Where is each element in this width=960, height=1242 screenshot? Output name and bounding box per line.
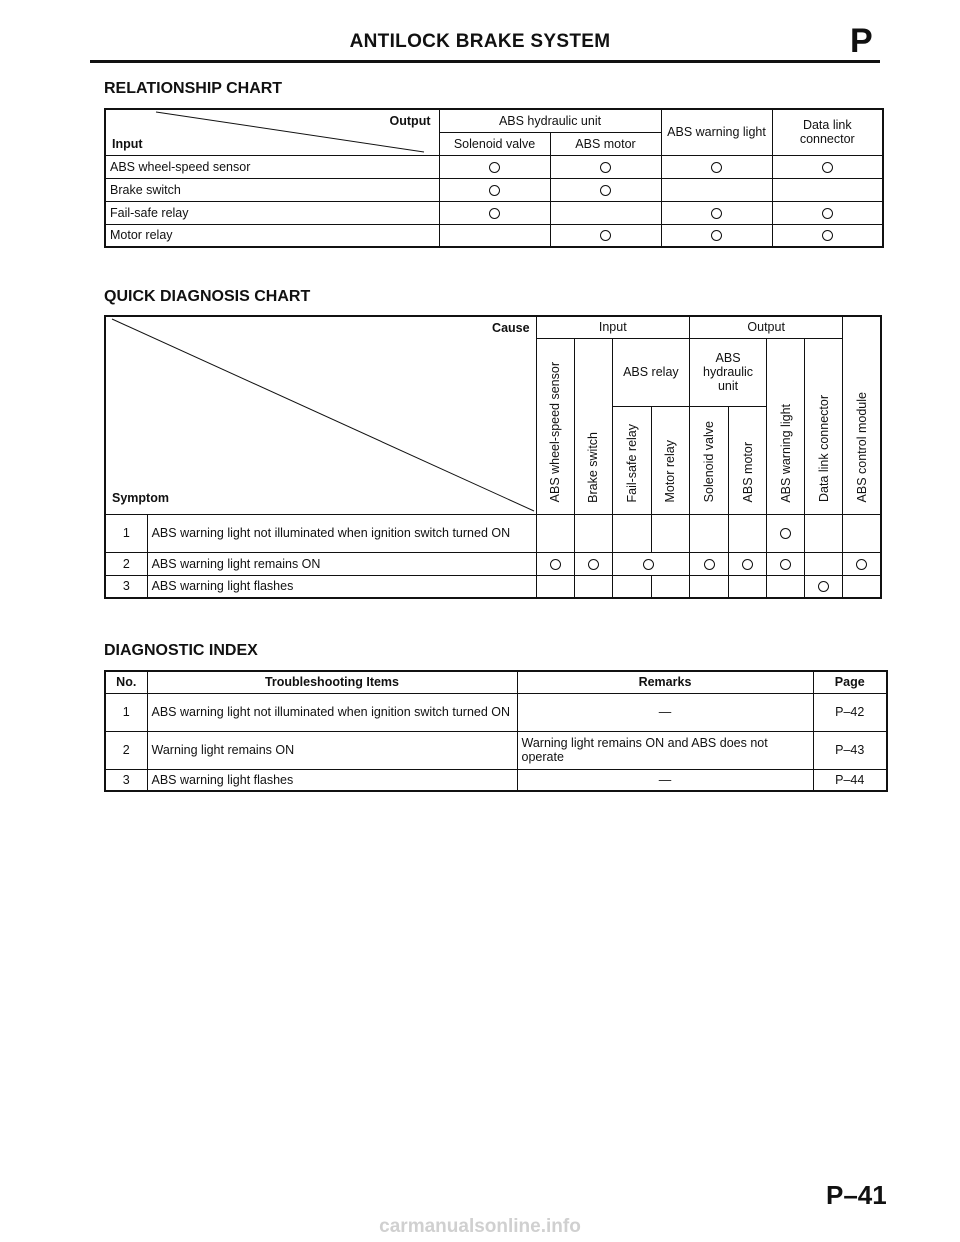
solenoid-valve-header: Solenoid valve — [439, 132, 550, 155]
mark-circle — [600, 162, 611, 173]
corner-input-label: Input — [112, 137, 143, 151]
diagnostic-index-table — [104, 670, 888, 792]
mark-circle — [600, 185, 611, 196]
col-solenoid-valve: Solenoid valve — [689, 406, 728, 514]
corner-cause-label: Cause — [492, 321, 530, 335]
col-fail-safe-relay: Fail-safe relay — [612, 406, 651, 514]
mark-circle — [780, 528, 791, 539]
mark-circle — [822, 230, 833, 241]
header-remarks: Remarks — [517, 671, 813, 693]
row-page-link[interactable]: P–42 — [813, 693, 887, 731]
mark-circle — [822, 162, 833, 173]
table-row — [105, 201, 883, 224]
row-item: Warning light remains ON — [147, 731, 517, 769]
row-page-link[interactable]: P–43 — [813, 731, 887, 769]
mark-circle — [711, 162, 722, 173]
table-row — [105, 514, 881, 552]
page-number: P–41 — [826, 1180, 887, 1210]
corner-symptom-label: Symptom — [112, 491, 169, 505]
row-number: 2 — [105, 552, 147, 575]
output-group-header: Output — [689, 316, 842, 338]
header-items: Troubleshooting Items — [147, 671, 517, 693]
row-symptom: ABS warning light not illuminated when ignition switch turned ON — [147, 514, 536, 552]
col-abs-motor: ABS motor — [729, 406, 767, 514]
corner-diagonal — [106, 317, 536, 515]
table-row — [105, 693, 887, 731]
col-wheel-speed-sensor: ABS wheel-speed sensor — [536, 338, 574, 514]
mark-circle — [780, 559, 791, 570]
mark-circle — [711, 208, 722, 219]
mark-circle — [822, 208, 833, 219]
warning-light-header: ABS warning light — [661, 109, 772, 155]
input-group-header: Input — [536, 316, 689, 338]
header-no: No. — [105, 671, 147, 693]
row-page-link[interactable]: P–44 — [813, 769, 887, 791]
row-symptom: ABS warning light flashes — [147, 575, 536, 598]
col-brake-switch: Brake switch — [574, 338, 612, 514]
col-data-link-connector: Data link connector — [805, 338, 843, 514]
mark-circle — [818, 581, 829, 592]
hydraulic-unit-header: ABS hydraulic unit — [439, 109, 661, 132]
abs-relay-header: ABS relay — [612, 338, 689, 406]
mark-circle — [711, 230, 722, 241]
diagnostic-index-title: DIAGNOSTIC INDEX — [104, 642, 258, 659]
mark-circle — [489, 162, 500, 173]
quick-corner-cell — [105, 316, 536, 514]
abs-motor-header: ABS motor — [550, 132, 661, 155]
row-number: 1 — [105, 514, 147, 552]
table-row — [105, 575, 881, 598]
table-row — [105, 224, 883, 247]
row-number: 3 — [105, 769, 147, 791]
mark-circle — [489, 208, 500, 219]
mark-circle — [643, 559, 654, 570]
quick-diagnosis-title: QUICK DIAGNOSIS CHART — [104, 288, 311, 305]
row-symptom: ABS warning light remains ON — [147, 552, 536, 575]
table-row — [105, 731, 887, 769]
mark-circle — [742, 559, 753, 570]
row-number: 2 — [105, 731, 147, 769]
row-item: ABS warning light not illuminated when ignition switch turned ON — [147, 693, 517, 731]
data-link-header: Data link connector — [772, 109, 883, 155]
relationship-chart-title: RELATIONSHIP CHART — [104, 80, 283, 97]
row-label: ABS wheel-speed sensor — [105, 155, 439, 178]
header-rule — [90, 60, 880, 63]
table-row — [105, 155, 883, 178]
mark-circle — [600, 230, 611, 241]
row-remarks: Warning light remains ON and ABS does not operate — [517, 731, 813, 769]
row-number: 1 — [105, 693, 147, 731]
mark-circle — [489, 185, 500, 196]
page-title: ANTILOCK BRAKE SYSTEM — [349, 31, 611, 52]
col-abs-control-module: ABS control module — [843, 316, 881, 514]
hydraulic-unit-header: ABS hydraulic unit — [689, 338, 766, 406]
row-item: ABS warning light flashes — [147, 769, 517, 791]
row-remarks: — — [517, 693, 813, 731]
table-row — [105, 552, 881, 575]
mark-circle — [856, 559, 867, 570]
col-motor-relay: Motor relay — [651, 406, 689, 514]
mark-circle — [550, 559, 561, 570]
mark-circle — [704, 559, 715, 570]
row-label: Brake switch — [105, 178, 439, 201]
row-label: Fail-safe relay — [105, 201, 439, 224]
section-letter: P — [850, 22, 873, 60]
relationship-chart — [104, 108, 884, 248]
table-row — [105, 769, 887, 791]
corner-output-label: Output — [389, 114, 431, 128]
col-abs-warning-light: ABS warning light — [767, 338, 805, 514]
row-number: 3 — [105, 575, 147, 598]
quick-diagnosis-chart — [104, 315, 882, 599]
header-page: Page — [813, 671, 887, 693]
relationship-corner-cell — [105, 109, 439, 155]
row-remarks: — — [517, 769, 813, 791]
row-label: Motor relay — [105, 224, 439, 247]
mark-circle — [588, 559, 599, 570]
watermark: carmanualsonline.info — [379, 1216, 581, 1237]
table-row — [105, 178, 883, 201]
